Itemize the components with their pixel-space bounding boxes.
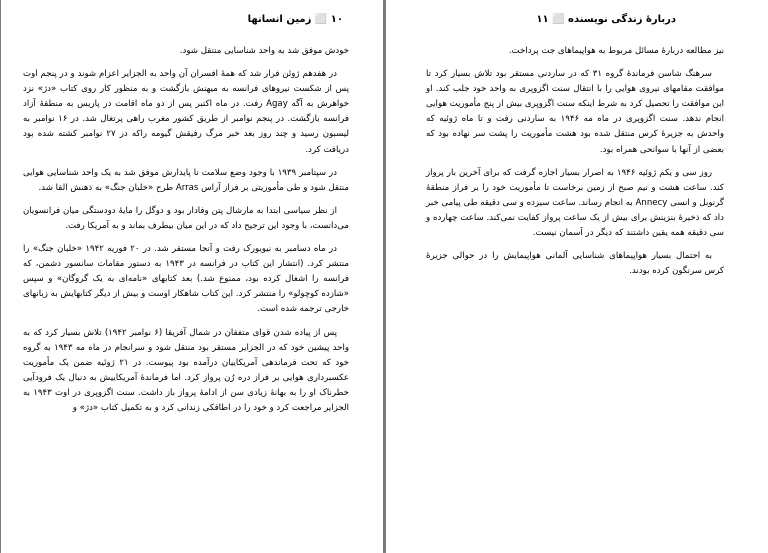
paragraph: نیز مطالعه دربارهٔ مسائل مربوط به هواپیماهای جت پرداخت. <box>508 46 724 56</box>
paragraph: به احتمال بسیار هواپیماهای شناسایی آلمانی هواپیمایش را در حوالی جزیرهٔ کرس سرنگون کرده بودند. <box>426 251 724 277</box>
paragraph: در ماه دسامبر به نیویورک رفت و آنجا مستقر شد. در ۲۰ فوریه ۱۹۴۲ «خلبان جنگ» را منتشر کرد. (انتشار این کتاب در فرانسه در ۱۹۴۳ به دستور مقامات سانسور دشمن، که فرانسه را اشغال کرده بود، ممنوع شد.) بعد کتابهای «نامه‌ای به یک گروگان» و سپس «شازده کوچولو» را منتشر کرد. این کتاب شاهکار اوست و بیش از دیگر کتابهایش به زبانهای خارجی ترجمه شده است. <box>23 244 349 315</box>
running-head-left <box>248 14 343 25</box>
paragraph: روز سی و یکم ژوئیه ۱۹۴۶ به اصرار بسیار اجازه گرفت که برای آخرین بار پرواز کند. ساعت هشت و نیم صبح از زمین برخاست تا مأموریت خود را بر فراز منطقهٔ گرنوبل و انسی Annecy به انجام رساند. ساعت سیزده و سی دقیقه طی پیامی خبر داد که ذخیرهٔ بنزینش برای بیش از یک ساعت پرواز کفایت نمی‌کند. ساعت چهارده و سی دقیقه همه یقین داشتند که دیگر در آسمان نیست. <box>426 167 724 239</box>
paragraph: پس از پیاده شدن قوای متفقان در شمال آفریقا (۶ نوامبر ۱۹۴۲) تلاش بسیار کرد که به واحد پیشین خود که در الجزایر مستقر بود منتقل شود و سرانجام در ماه مه ۱۹۴۳ به گروه خود که تحت فرماندهی آمریکاییان درآمده بود پیوست. در ۲۱ ژوئیه ضمن یک مأموریت عکسبرداری هوایی بر فراز دره رُن پرواز کرد. اما فرماندهٔ آمریکاییش به دنبال یک فرودآیی خطرناک او را به بهانهٔ زیادی سن از ادامهٔ پرواز باز داشت. سنت اگزوپری در اوت ۱۹۴۳ به الجزایر مراجعت کرد و خود را در اطاقکی زندانی کرد و به تکمیل کتاب «دژ» و <box>23 327 350 413</box>
page-header-text: ۱۰ ⬜ زمین انسانها <box>247 14 343 25</box>
page-left <box>1 0 383 553</box>
paragraph: سرهنگ شاسن فرماندهٔ گروه ۳۱ که در ساردنی مستقر بود تلاش بسیار کرد تا موافقت مقامهای نیروی هوایی را با انتقال سنت اگزوپری به واحد خود جلب کند. او این موافقت را تحصیل کرد به شرط اینکه سنت اگزوپری بیش از پنج مأموریت هوایی انجام ندهد. سنت اگزوپری در ماه مه ۱۹۴۶ به ساردنی رفت و تا ماه ژوئیه که واحدش به جزیرهٔ کرس منتقل شده بود هشت مأموریت را پشت سر نهاده بود که بعضی از آنها با سوانحی همراه بود. <box>426 69 724 155</box>
paragraph: در هفدهم ژوئن فرار شد که همهٔ افسران آن واحد به الجزایر اعزام شوند و در پنجم اوت پس از شکست نیروهای فرانسه به میهنش بازگشت و به منظور کار روی کتاب «دژ» نزد خواهرش به آگه Agay رفت. در ماه اکتبر پس از دو ماه اقامت در پاریس به منطقهٔ آزاد فرانسه بازگشت. در پنجم نوامبر از طریق کشور مغرب راهی پرتغال شد. در ۱۶ نوامبر به لیسبون رسید و چند روز بعد خبر مرگ رفیقش گیومه راکه در ۲۷ نوامبر کشته شده بود دریافت کرد. <box>23 69 349 155</box>
page-body-right <box>426 44 724 279</box>
page-right <box>386 0 768 553</box>
paragraph: خودش موفق شد به واحد شناسایی منتقل شود. <box>179 46 349 56</box>
paragraph: در سپتامبر ۱۹۳۹ با وجود وضع سلامت نا پایدارش موفق شد به یک واحد شناسایی هوایی منتقل شود و طی مأموریتی بر فراز آراس Arras طرح «خلبان جنگ» به ذهنش القا شد. <box>23 167 349 193</box>
paragraph: از نظر سیاسی ابتدا به مارشال پتن وفادار بود و دوگل را مایهٔ دودستگی میان فرانسویان می‌دانست، با وجود این ترجیح داد که در این میان بیطرف بماند و به آمریکا رفت. <box>23 205 349 231</box>
running-head-right <box>536 14 676 25</box>
page-body-left <box>23 44 349 416</box>
page-header-text: دربارهٔ زندگی نویسنده ⬜ ۱۱ <box>536 14 676 25</box>
